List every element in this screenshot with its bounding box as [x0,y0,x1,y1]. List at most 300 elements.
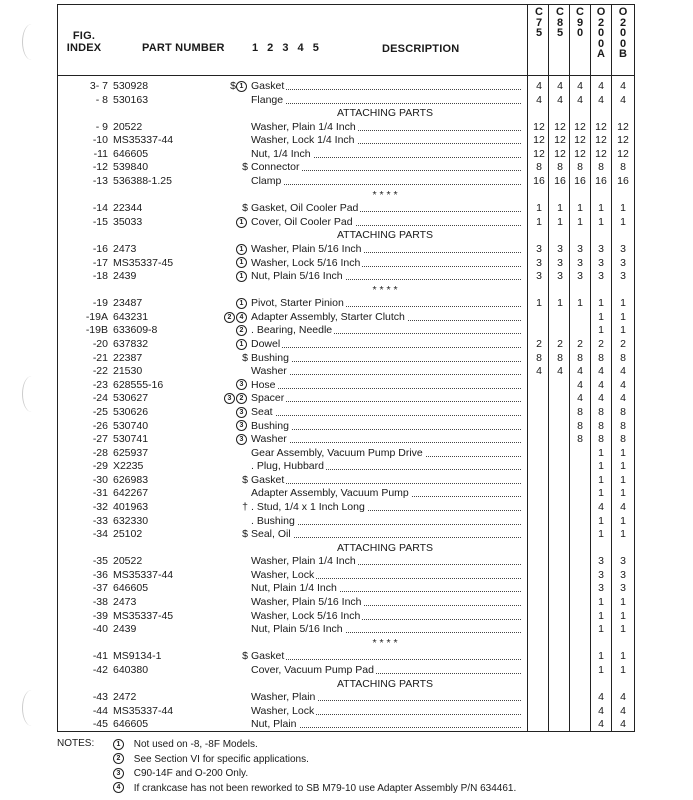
prefix-symbol: $ [242,650,248,663]
description-cell [251,365,521,378]
table-row [0,678,693,691]
part-number-cell: 530163 [113,93,149,106]
table-row [0,270,693,283]
prefix-symbol: $ [242,202,248,215]
note-text: Not used on -8, -8F Models. [131,739,258,750]
description-text: Bushing [251,351,289,364]
quantity-cell: 12 [595,134,607,147]
description-text: . Bearing, Needle [251,324,333,337]
table-row [0,637,693,650]
quantity-cell: 1 [620,460,626,473]
dot-leader [251,388,521,389]
quantity-cell: 4 [598,93,604,106]
quantity-cell: 8 [620,161,626,174]
fig-index-cell: -30 [92,473,108,486]
description-cell [251,406,521,419]
quantity-cell: 4 [598,392,604,405]
quantity-cell: 3 [577,270,583,283]
indent-level-header: 1 2 3 4 5 [252,42,322,54]
fig-index-cell: 3- 7 [89,80,108,92]
note-reference-icon: 1 [236,271,247,282]
model-header-char: 8 [556,16,564,29]
fig-index-cell: -16 [92,242,108,255]
quantity-cell: 3 [536,270,542,283]
quantity-cell: 12 [595,120,607,133]
note-number-icon: 1 [113,739,124,750]
quantity-cell: 4 [620,93,626,106]
quantity-cell: 3 [620,555,626,568]
description-cell [251,243,521,256]
fig-index-cell: -17 [92,256,108,269]
quantity-cell: 3 [598,555,604,568]
part-number-cell: 626983 [113,473,149,486]
table-row [0,569,693,582]
note-text: If crankcase has not been reworked to SB M79-10 use Adapter Assembly P/N 634461. [131,782,517,794]
fig-index-cell: -28 [92,446,108,459]
quantity-cell: 8 [598,351,604,364]
quantity-cell: 3 [620,270,626,283]
part-number-cell: MS35337-44 [113,568,174,581]
description-text: Washer [251,433,287,446]
quantity-cell: 8 [536,351,542,364]
prefix-symbol-cell [218,501,248,514]
description-cell [251,460,521,473]
fig-index-cell: -20 [92,338,108,351]
quantity-cell: 1 [620,596,626,609]
table-row [0,284,693,297]
table-row [0,148,693,161]
prefix-symbol: $ [242,351,248,364]
fig-index-cell: -14 [92,202,108,215]
quantity-cell: 3 [620,582,626,595]
dot-leader [251,659,521,660]
description-text: Seal, Oil [251,528,291,541]
part-number-cell: 401963 [113,500,149,513]
description-cell [251,80,521,93]
quantity-cell: 8 [598,433,604,446]
quantity-cell: 16 [595,175,607,188]
quantity-cell: 3 [577,242,583,255]
quantity-cell: 4 [536,365,542,378]
description-cell [251,379,521,392]
part-number-cell: 536388-1.25 [113,175,172,188]
quantity-cell: 12 [574,120,586,133]
fig-index-cell: -24 [92,392,108,405]
model-header-char: 7 [535,16,543,29]
note-number-icon: 4 [113,782,124,793]
quantity-cell: 1 [577,202,583,215]
quantity-cell: 1 [620,310,626,323]
quantity-cell: 4 [620,392,626,405]
part-number-cell: MS35337-45 [113,256,174,269]
quantity-cell: 2 [598,338,604,351]
quantity-cell: 1 [536,215,542,228]
model-header-char: 5 [556,27,564,39]
description-text: Nut, 1/4 Inch [251,147,311,160]
table-row [0,243,693,256]
quantity-cell: 1 [620,297,626,310]
quantity-cell: 3 [598,270,604,283]
note-reference-icon: 2 [236,325,247,336]
quantity-cell: 1 [598,215,604,228]
note-reference-icon: 3 [224,393,235,404]
table-row [0,582,693,595]
quantity-cell: 1 [620,623,626,636]
part-number-header: PART NUMBER [142,42,225,54]
table-row [0,352,693,365]
note-reference-icon: 3 [236,379,247,390]
quantity-cell: 4 [577,365,583,378]
quantity-cell: 1 [598,596,604,609]
part-number-cell: 22387 [113,351,143,364]
description-text: Gasket, Oil Cooler Pad [251,202,359,215]
description-cell [251,650,521,663]
part-number-cell: 633609-8 [113,324,158,337]
description-text: Washer, Lock [251,704,315,717]
description-cell [251,121,521,134]
quantity-cell: 1 [620,663,626,676]
quantity-cell: 8 [620,419,626,432]
part-number-cell: 2439 [113,270,137,283]
note-reference-icon: 3 [236,407,247,418]
model-header-char: O [596,6,606,18]
table-row [0,515,693,528]
table-row [0,392,693,405]
note-reference-icon: 1 [236,339,247,350]
model-header-char: 2 [597,16,605,29]
table-row [0,610,693,623]
quantity-cell: 4 [598,691,604,704]
note-reference-icon: 1 [236,81,247,92]
fig-index-cell: -19 [92,297,108,310]
quantity-cell: 1 [620,324,626,337]
table-row [0,420,693,433]
quantity-cell: 1 [620,487,626,500]
part-number-cell: 25102 [113,528,143,541]
fig-index-cell: -32 [92,500,108,513]
description-cell [251,637,521,650]
fig-index-cell: -18 [92,270,108,283]
quantity-cell: 1 [577,215,583,228]
table-row [0,175,693,188]
prefix-symbol-cell [218,392,248,405]
dot-leader [251,184,521,185]
description-text: Washer, Plain 1/4 Inch [251,555,356,568]
model-header-char: O [618,6,628,18]
quantity-cell: 3 [620,568,626,581]
description-cell [251,284,521,297]
model-header-char: 0 [619,27,627,39]
quantity-cell: 4 [598,718,604,731]
quantity-cell: 16 [574,175,586,188]
description-cell [251,216,521,229]
description-text: Adapter Assembly, Vacuum Pump [251,487,409,500]
table-row [0,297,693,310]
quantity-cell: 1 [598,324,604,337]
note-item [113,738,258,752]
fig-index-cell: -10 [92,134,108,147]
quantity-cell: 1 [598,487,604,500]
quantity-cell: 1 [598,514,604,527]
part-number-cell: 2473 [113,242,137,255]
fig-index-cell: -21 [92,351,108,364]
prefix-symbol-cell [218,80,248,93]
table-row [0,379,693,392]
description-cell [251,148,521,161]
description-text: * * * * [372,283,398,296]
description-text: Hose [251,378,276,391]
table-row [0,460,693,473]
table-row [0,107,693,120]
fig-index-cell: -31 [92,487,108,500]
fig-index-cell: -37 [92,582,108,595]
quantity-cell: 4 [620,365,626,378]
table-row [0,487,693,500]
fig-index-cell: -23 [92,378,108,391]
part-number-cell: 646605 [113,582,149,595]
quantity-cell: 1 [598,446,604,459]
dot-leader [251,483,521,484]
quantity-cell: 12 [554,147,566,160]
description-text: . Bushing [251,514,295,527]
description-cell [251,487,521,500]
quantity-cell: 1 [620,514,626,527]
fig-index-cell: -39 [92,609,108,622]
quantity-cell: 8 [536,161,542,174]
note-reference-icon: 1 [236,257,247,268]
description-text: . Stud, 1/4 x 1 Inch Long [251,500,365,513]
dot-leader [251,415,521,416]
quantity-cell: 3 [598,582,604,595]
description-cell [251,528,521,541]
part-number-cell: 2472 [113,691,137,704]
prefix-symbol-cell [218,650,248,663]
quantity-cell: 1 [536,202,542,215]
note-reference-icon: 2 [236,393,247,404]
model-header-char: B [619,48,627,60]
quantity-cell: 2 [536,338,542,351]
table-row [0,324,693,337]
model-header-char: A [597,48,605,60]
quantity-cell: 12 [617,134,629,147]
part-number-cell: 20522 [113,120,143,133]
quantity-cell: 1 [536,297,542,310]
description-cell [251,94,521,107]
quantity-cell: 4 [620,704,626,717]
note-reference-icon: 2 [224,312,235,323]
quantity-cell: 1 [557,215,563,228]
fig-index-cell: -41 [92,650,108,663]
quantity-cell: 12 [574,147,586,160]
quantity-cell: 4 [577,378,583,391]
quantity-cell: 1 [620,650,626,663]
part-number-cell: 35033 [113,215,143,228]
description-cell [251,718,521,731]
quantity-cell: 2 [577,338,583,351]
description-text: Cover, Vacuum Pump Pad [251,663,374,676]
description-cell [251,501,521,514]
part-number-cell: 625937 [113,446,149,459]
quantity-cell: 2 [620,338,626,351]
description-cell [251,623,521,636]
description-cell [251,189,521,202]
description-text: Washer, Plain 5/16 Inch [251,596,362,609]
quantity-cell: 12 [595,147,607,160]
fig-index-header-line1: FIG. [72,30,96,42]
quantity-cell: 4 [598,378,604,391]
description-text: Gasket [251,650,285,663]
description-cell [251,257,521,270]
prefix-symbol-cell [218,257,248,270]
description-text: Nut, Plain 5/16 Inch [251,270,343,283]
prefix-symbol-cell [218,433,248,446]
model-header-char: 5 [535,27,543,39]
prefix-symbol: $ [230,80,236,92]
table-row [0,718,693,731]
part-number-cell: 2473 [113,596,137,609]
prefix-symbol: $ [242,473,248,486]
quantity-cell: 8 [577,351,583,364]
part-number-cell: 530740 [113,419,149,432]
fig-index-cell: -45 [92,718,108,731]
fig-index-cell: -25 [92,405,108,418]
fig-index-cell: -42 [92,663,108,676]
prefix-symbol-cell [218,161,248,174]
quantity-cell: 8 [577,419,583,432]
table-row [0,664,693,677]
table-row [0,555,693,568]
description-text: Washer, Plain 5/16 Inch [251,242,362,255]
description-text: Washer, Plain 1/4 Inch [251,120,356,133]
table-row [0,189,693,202]
fig-index-cell: -34 [92,528,108,541]
quantity-cell: 4 [620,378,626,391]
description-text: Gasket [251,473,285,486]
model-header-char: 0 [576,27,584,39]
quantity-cell: 16 [617,175,629,188]
prefix-symbol-cell [218,474,248,487]
description-text: Washer [251,365,287,378]
quantity-cell: 4 [620,500,626,513]
quantity-cell: 1 [598,473,604,486]
table-row [0,161,693,174]
table-row [0,705,693,718]
quantity-cell: 1 [620,202,626,215]
part-number-cell: 530627 [113,392,149,405]
description-text: Nut, Plain 5/16 Inch [251,623,343,636]
quantity-cell: 4 [536,80,542,92]
fig-index-cell: -13 [92,175,108,188]
quantity-cell: 3 [577,256,583,269]
description-text: Nut, Plain 1/4 Inch [251,582,337,595]
table-row [0,257,693,270]
description-text: * * * * [372,636,398,649]
part-number-cell: 640380 [113,663,149,676]
fig-index-cell: -15 [92,215,108,228]
model-header-char: 0 [619,37,627,50]
prefix-symbol-cell [218,243,248,256]
description-cell [251,596,521,609]
quantity-cell: 16 [533,175,545,188]
prefix-symbol-cell [218,324,248,337]
quantity-cell: 8 [620,405,626,418]
part-number-cell: 642267 [113,487,149,500]
note-item [113,782,516,796]
description-cell [251,311,521,324]
table-row [0,216,693,229]
quantity-cell: 1 [598,609,604,622]
part-number-cell: 23487 [113,297,143,310]
table-row [0,650,693,663]
fig-index-cell: -36 [92,568,108,581]
quantity-cell: 8 [598,405,604,418]
description-text: ATTACHING PARTS [336,229,434,242]
quantity-cell: 2 [557,338,563,351]
quantity-cell: 1 [557,297,563,310]
description-text: . Plug, Hubbard [251,460,324,473]
table-row [0,501,693,514]
part-number-cell: 22344 [113,202,143,215]
note-reference-icon: 1 [236,217,247,228]
quantity-cell: 3 [557,256,563,269]
quantity-cell: 3 [620,256,626,269]
description-cell [251,175,521,188]
description-cell [251,705,521,718]
part-number-cell: 646605 [113,147,149,160]
quantity-cell: 4 [557,365,563,378]
table-row [0,406,693,419]
prefix-symbol: † [242,500,248,513]
dot-leader [251,429,521,430]
quantity-cell: 4 [557,93,563,106]
fig-index-cell: -43 [92,691,108,704]
table-row [0,80,693,93]
part-number-cell: 530928 [113,80,149,92]
table-row [0,121,693,134]
part-number-cell: 21530 [113,365,143,378]
quantity-cell: 12 [617,147,629,160]
note-reference-icon: 4 [236,312,247,323]
quantity-cell: 12 [554,134,566,147]
quantity-cell: 4 [598,704,604,717]
part-number-cell: 637832 [113,338,149,351]
description-text: * * * * [372,188,398,201]
table-row [0,134,693,147]
quantity-cell: 12 [574,134,586,147]
model-header-char: 0 [597,27,605,39]
quantity-cell: 4 [598,365,604,378]
quantity-cell: 1 [598,460,604,473]
fig-index-cell: - 8 [95,93,108,106]
description-text: Gear Assembly, Vacuum Pump Drive [251,446,423,459]
fig-index-cell: -19A [85,310,108,323]
fig-index-header-line2: INDEX [66,42,102,54]
description-cell [251,447,521,460]
description-cell [251,202,521,215]
table-row [0,447,693,460]
description-text: Pivot, Starter Pinion [251,297,344,310]
quantity-cell: 1 [557,202,563,215]
prefix-symbol-cell [218,352,248,365]
quantity-cell: 8 [557,161,563,174]
prefix-symbol: $ [242,161,248,174]
note-text: See Section VI for specific applications. [131,753,309,765]
description-cell [251,691,521,704]
description-text: Dowel [251,338,281,351]
description-cell [251,610,521,623]
model-header-char: C [535,6,543,18]
description-cell [251,433,521,446]
